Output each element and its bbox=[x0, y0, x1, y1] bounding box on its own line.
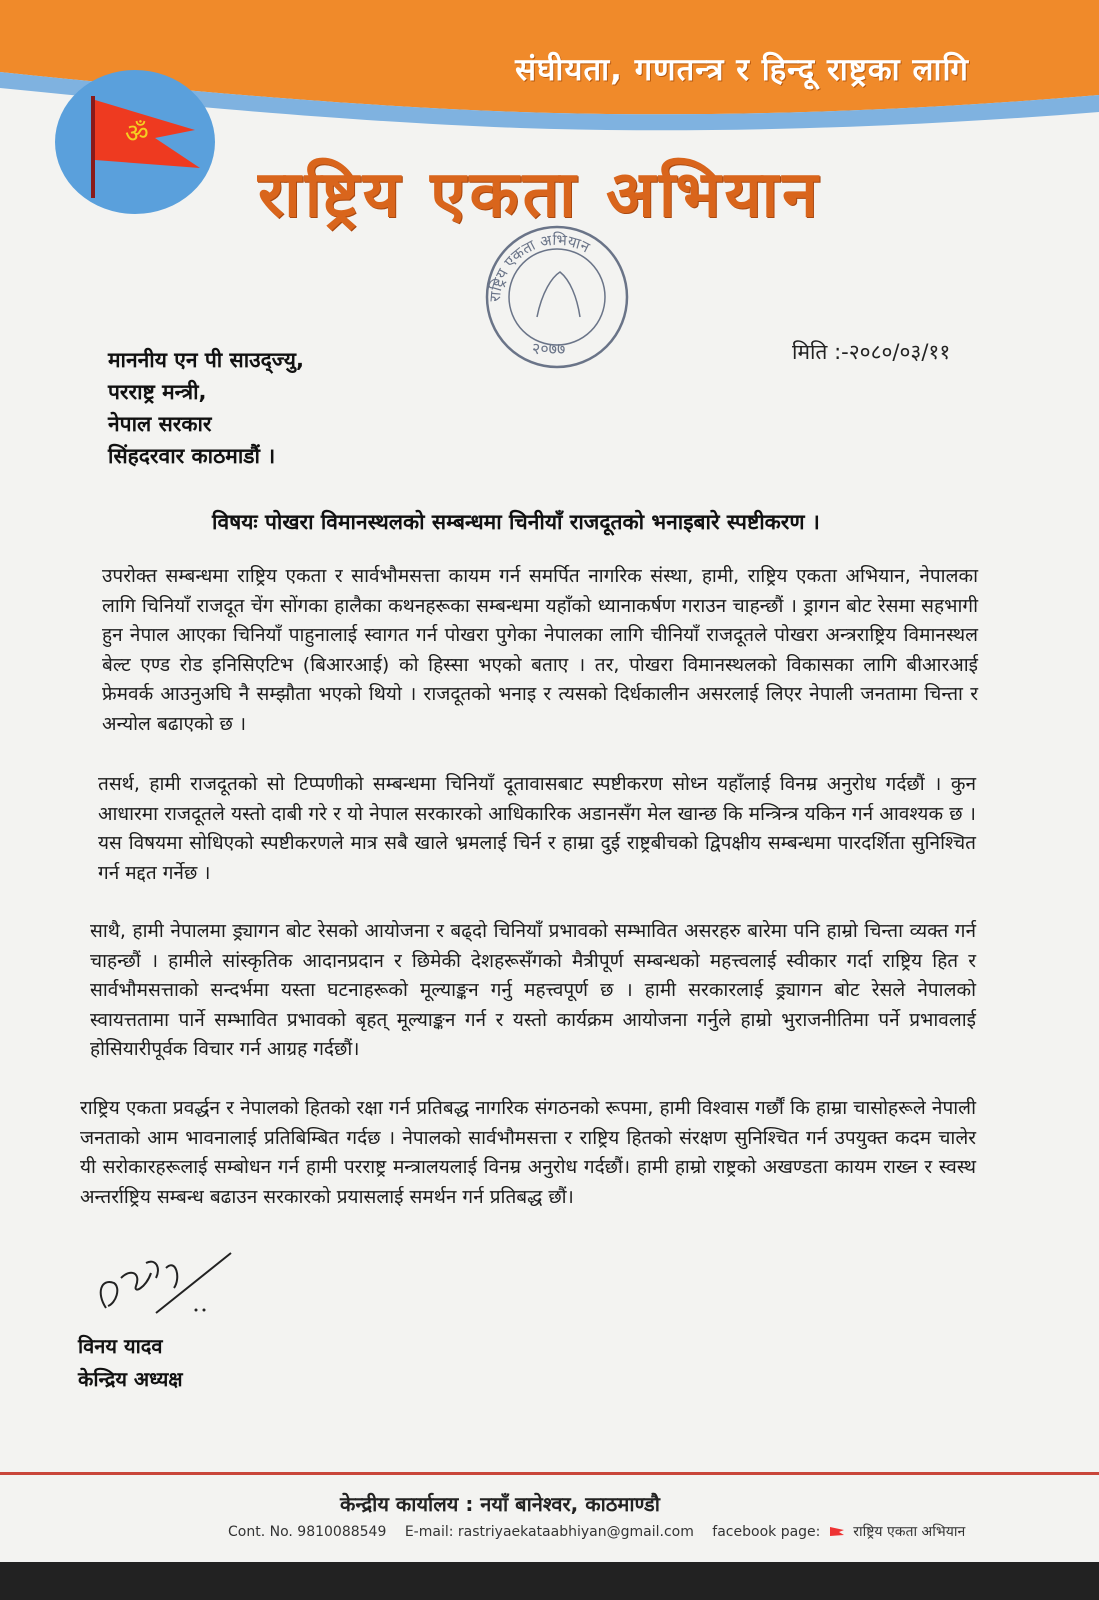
recipient-line: परराष्ट्र मन्त्री, bbox=[108, 380, 207, 404]
svg-text:राष्ट्रिय एकता अभियान bbox=[486, 231, 593, 303]
footer-divider bbox=[0, 1472, 1099, 1475]
recipient-line: माननीय एन पी साउद्ज्यु, bbox=[108, 348, 304, 372]
letterhead-tagline: संघीयता, गणतन्त्र र हिन्दू राष्ट्रका लागि bbox=[515, 52, 969, 88]
handwritten-signature bbox=[86, 1238, 236, 1326]
signer-title: केन्द्रिय अध्यक्ष bbox=[78, 1367, 183, 1391]
flag-logo bbox=[55, 70, 217, 215]
body-paragraph-4: राष्ट्रिय एकता प्रवर्द्धन र नेपालको हितको रक्षा गर्न प्रतिबद्ध नागरिक संगठनको रूपमा, हामी विश्वास गर्छौं कि हाम्रा चासोहरूले नेपाली जनताको आम भावनालाई प्रतिबिम्बित गर्दछ । नेपालको सार्वभौमसत्ता र राष्ट्रिय हितको संरक्षण सुनिश्चित गर्न उपयुक्त कदम चालेर यी सरोकारहरूलाई सम्बोधन गर्न हामी परराष्ट्र मन्त्रालयलाई विनम्र अनुरोध गर्दछौं। हामी हाम्रो राष्ट्रको अखण्डता कायम राख्न र स्वस्थ अन्तर्राष्ट्रिय सम्बन्ध बढाउन सरकारको प्रयासलाई समर्थन गर्न प्रतिबद्ध छौं। bbox=[80, 1097, 976, 1208]
recipient-line: नेपाल सरकार bbox=[108, 412, 212, 436]
footer-email: E-mail: rastriyaekataabhiyan@gmail.com bbox=[404, 1524, 694, 1540]
org-name-title: राष्ट्रिय एकता अभियान bbox=[258, 158, 822, 232]
footer-contact-line bbox=[228, 1522, 979, 1541]
body-paragraph-3: साथै, हामी नेपालमा ड्र्यागन बोट रेसको आयोजना र बढ्दो चिनियाँ प्रभावको सम्भावित असरहरु बारेमा पनि हाम्रो चिन्ता व्यक्त गर्न चाहन्छौं । हामीले सांस्कृतिक आदानप्रदान र छिमेकी देशहरूसँगको मैत्रीपूर्ण सम्बन्धको महत्त्वलाई स्वीकार गर्दा राष्ट्रिय हित र सार्वभौमसत्ताको सन्दर्भमा यस्ता घटनाहरूको मूल्याङ्कन गर्नु महत्त्वपूर्ण छ । हामी सरकारलाई ड्र्यागन बोट रेसले नेपालको स्वायत्ततामा पार्ने सम्भावित प्रभावको बृहत् मूल्याङ्कन गर्न र यस्तो कार्यक्रम आयोजना गर्नुले हाम्रो भुराजनीतिमा पर्ने प्रभावलाई होसियारीपूर्वक विचार गर्न आग्रह गर्दछौं। bbox=[90, 920, 976, 1061]
signer-name: विनय यादव bbox=[78, 1334, 163, 1358]
letter-subject: विषयः पोखरा विमानस्थलको सम्बन्धमा चिनीयाँ राजदूतको भनाइबारे स्पष्टीकरण । bbox=[212, 510, 820, 534]
om-symbol: ॐ bbox=[125, 119, 149, 149]
flag-icon bbox=[829, 1526, 845, 1538]
signer-block bbox=[78, 1330, 183, 1396]
letter-date: मिति :-२०८०/०३/११ bbox=[792, 340, 951, 364]
footer-facebook-label: facebook page: bbox=[712, 1524, 821, 1540]
recipient-line: सिंहदरवार काठमाडौं । bbox=[108, 444, 276, 468]
footer-phone: Cont. No. 9810088549 bbox=[228, 1524, 387, 1540]
organization-seal bbox=[482, 222, 632, 372]
seal-year: २०७७ bbox=[532, 339, 566, 358]
footer-facebook-page[interactable]: राष्ट्रिय एकता अभियान bbox=[853, 1524, 966, 1540]
footer-office-address: केन्द्रीय कार्यालय : नयाँ बानेश्वर, काठमाण्डौ bbox=[340, 1492, 660, 1516]
recipient-address bbox=[108, 344, 304, 472]
photo-bottom-edge bbox=[0, 1562, 1099, 1600]
seal-text: राष्ट्रिय एकता अभियान bbox=[485, 230, 593, 303]
body-paragraph-1: उपरोक्त सम्बन्धमा राष्ट्रिय एकता र सार्वभौमसत्ता कायम गर्न समर्पित नागरिक संस्था, हामी, राष्ट्रिय एकता अभियान, नेपालका लागि चिनियाँ राजदूत चेंग सोंगका हालैका कथनहरूका सम्बन्धमा यहाँको ध्यानाकर्षण गराउन चाहन्छौं । ड्रागन बोट रेसमा सहभागी हुन नेपाल आएका चिनियाँ पाहुनालाई स्वागत गर्न पोखरा पुगेका नेपालका लागि चीनियाँ राजदूतले पोखरा अन्त्रराष्ट्रिय विमानस्थल बेल्ट एण्ड रोड इनिसिएटिभ (बिआरआई) को हिस्सा भएको बताए । तर, पोखरा विमानस्थलको विकासका लागि बीआरआई फ्रेमवर्क आउनुअघि नै सम्झौता भएको थियो । राजदूतको भनाइ र त्यसको दिर्धकालीन असरलाई लिएर नेपाली जनतामा चिन्ता र अन्योल बढाएको छ । bbox=[102, 565, 978, 735]
body-paragraph-2: तसर्थ, हामी राजदूतको सो टिप्पणीको सम्बन्धमा चिनियाँ दूतावासबाट स्पष्टीकरण सोध्न यहाँलाई विनम्र अनुरोध गर्दछौं । कुन आधारमा राजदूतले यस्तो दाबी गरे र यो नेपाल सरकारको आधिकारिक अडानसँग मेल खान्छ कि मन्त्रिन्त्र यकिन गर्न आवश्यक छ । यस विषयमा सोधिएको स्पष्टीकरणले मात्र सबै खाले भ्रमलाई चिर्न र हाम्रा दुई राष्ट्रबीचको द्विपक्षीय सम्बन्धमा पारदर्शिता सुनिश्चित गर्न मद्दत गर्नेछ । bbox=[98, 773, 976, 884]
